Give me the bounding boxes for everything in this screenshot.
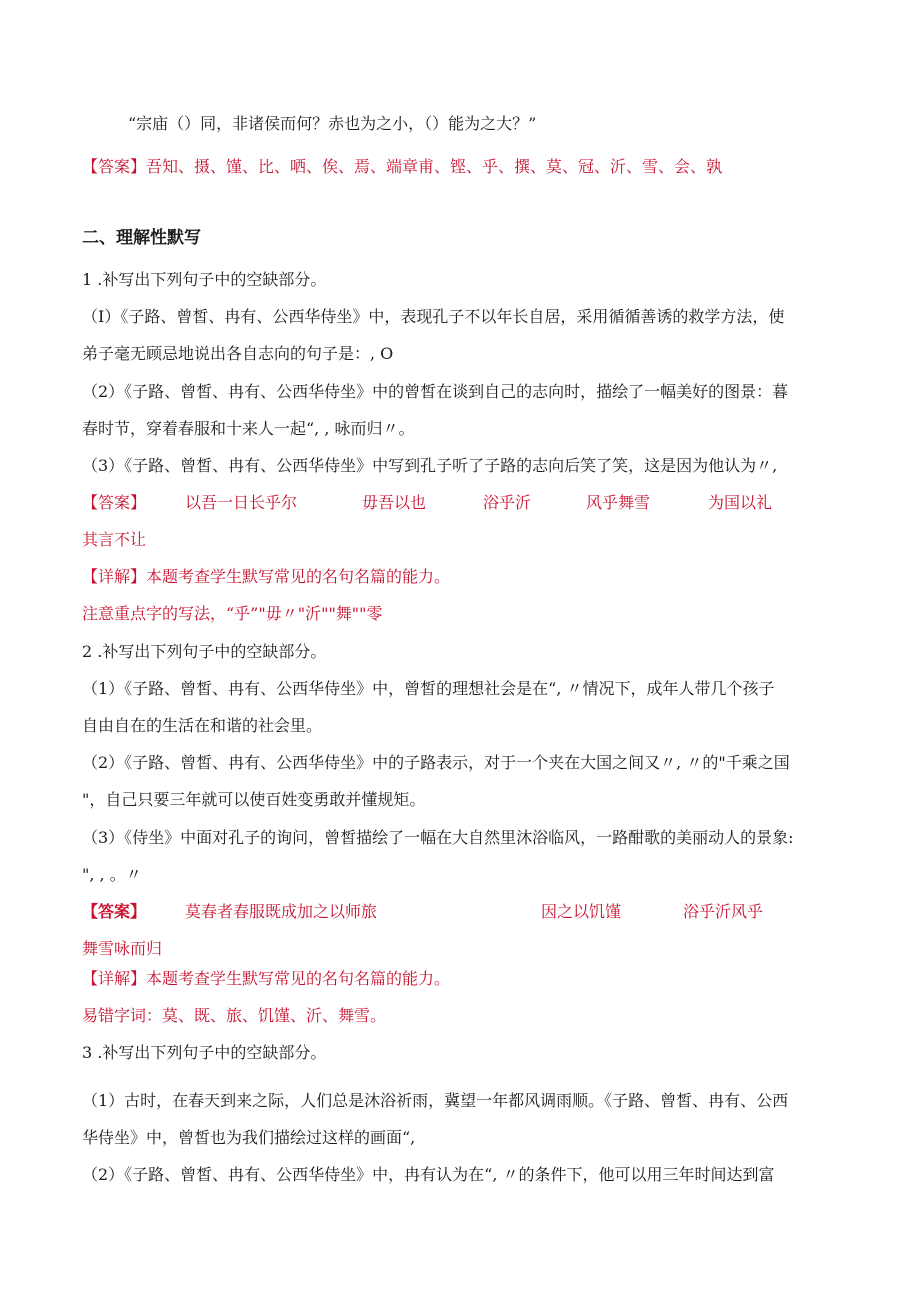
q2-part2-line1: （2）《子路、曾皙、冉有、公西华侍坐》中的子路表示，对于一个夹在大国之间又〃, 〃的"千乘之国 xyxy=(82,753,790,772)
q1-part2-line2: 春时节，穿着春服和十来人一起“, , 咏而归〃。 xyxy=(82,419,415,438)
answer-tag: 【答案】 xyxy=(82,157,147,176)
q2-answer-cont: 舞雪咏而归 xyxy=(82,939,163,958)
q2-answer-3: 浴乎沂风乎 xyxy=(683,902,764,921)
q2-note: 易错字词：莫、既、旅、饥馑、沂、舞雪。 xyxy=(82,1006,387,1025)
section-title: 二、理解性默写 xyxy=(82,228,201,248)
q2-answer-2: 因之以饥馑 xyxy=(541,902,622,921)
q2-part1-line1: （1）《子路、曾皙、冉有、公西华侍坐》中，曾皙的理想社会是在“, 〃情况下，成年人带几个孩子 xyxy=(82,679,775,698)
q1-answer-4: 风乎舞雪 xyxy=(586,493,651,512)
answer-text: 吾知、摄、馑、比、哂、俟、焉、端章甫、铿、乎、撰、莫、冠、沂、雪、会、孰 xyxy=(146,157,723,176)
q2-stem: 2 .补写出下列句子中的空缺部分。 xyxy=(82,642,327,661)
q2-explain-line xyxy=(82,968,450,990)
q1-answer-cont: 其言不让 xyxy=(82,530,147,549)
q2-part3-line1: （3）《侍坐》中面对孔子的询问，曾皙描绘了一幅在大自然里沐浴临风，一路酣歌的美丽动人的景象: xyxy=(82,828,794,847)
top-answer-line xyxy=(82,156,722,178)
q1-answer-1: 以吾一日长乎尔 xyxy=(185,493,298,512)
q3-part2-line1: （2）《子路、曾皙、冉有、公西华侍坐》中，冉有认为在“, 〃的条件下，他可以用三年时间达到富 xyxy=(82,1165,775,1184)
q3-stem: 3 .补写出下列句子中的空缺部分。 xyxy=(82,1043,327,1062)
q2-part1-line2: 自由自在的生活在和谐的社会里。 xyxy=(82,716,323,735)
q3-part1-line1: （1）古时，在春天到来之际，人们总是沐浴祈雨，冀望一年都风调雨顺。《子路、曾皙、冉有、公西 xyxy=(82,1091,789,1110)
q1-part3-line1: （3）《子路、曾皙、冉有、公西华侍坐》中写到孔子听了子路的志向后笑了笑，这是因为他认为〃, xyxy=(82,456,778,475)
q3-part1-line2: 华侍坐》中，曾皙也为我们描绘过这样的画面“, xyxy=(82,1128,416,1147)
q2-explain-text: 本题考查学生默写常见的名句名篇的能力。 xyxy=(146,969,451,988)
q2-part3-line2: ", , 。〃 xyxy=(82,865,142,884)
q1-explain-line xyxy=(82,566,450,588)
q1-part2-line1: （2）《子路、曾皙、冉有、公西华侍坐》中的曾皙在谈到自己的志向时，描绘了一幅美好的图景：暮 xyxy=(82,382,789,401)
q1-answer-5: 为国以礼 xyxy=(708,493,773,512)
q2-explain-tag: 【详解】 xyxy=(82,969,147,988)
q1-part1-line1: （I）《子路、曾皙、冉有、公西华侍坐》中，表现孔子不以年长自居，采用循循善诱的救学方法，使 xyxy=(82,307,785,326)
q1-explain-text: 本题考查学生默写常见的名句名篇的能力。 xyxy=(146,567,451,586)
q1-note: 注意重点字的写法，“乎”"毋〃"沂""舞""零 xyxy=(82,604,383,623)
q2-answer-1: 莫春者春服既成加之以师旅 xyxy=(185,902,378,921)
q1-answer-tag: 【答案】 xyxy=(82,493,147,512)
q1-part1-line2: 弟子毫无顾忌地说出各自志向的句子是：, O xyxy=(82,344,394,363)
q2-answer-tag: 【答案】 xyxy=(82,902,147,921)
q1-stem: 1 .补写出下列句子中的空缺部分。 xyxy=(82,270,327,289)
q1-explain-tag: 【详解】 xyxy=(82,567,147,586)
q1-answer-3: 浴乎沂 xyxy=(483,493,532,512)
q2-part2-line2: "，自己只要三年就可以使百姓变勇敢并懂规矩。 xyxy=(82,790,426,809)
quote-line: “宗庙（）同，非诸侯而何？赤也为之小，（）能为之大？” xyxy=(128,114,537,133)
q1-answer-2: 毋吾以也 xyxy=(362,493,427,512)
